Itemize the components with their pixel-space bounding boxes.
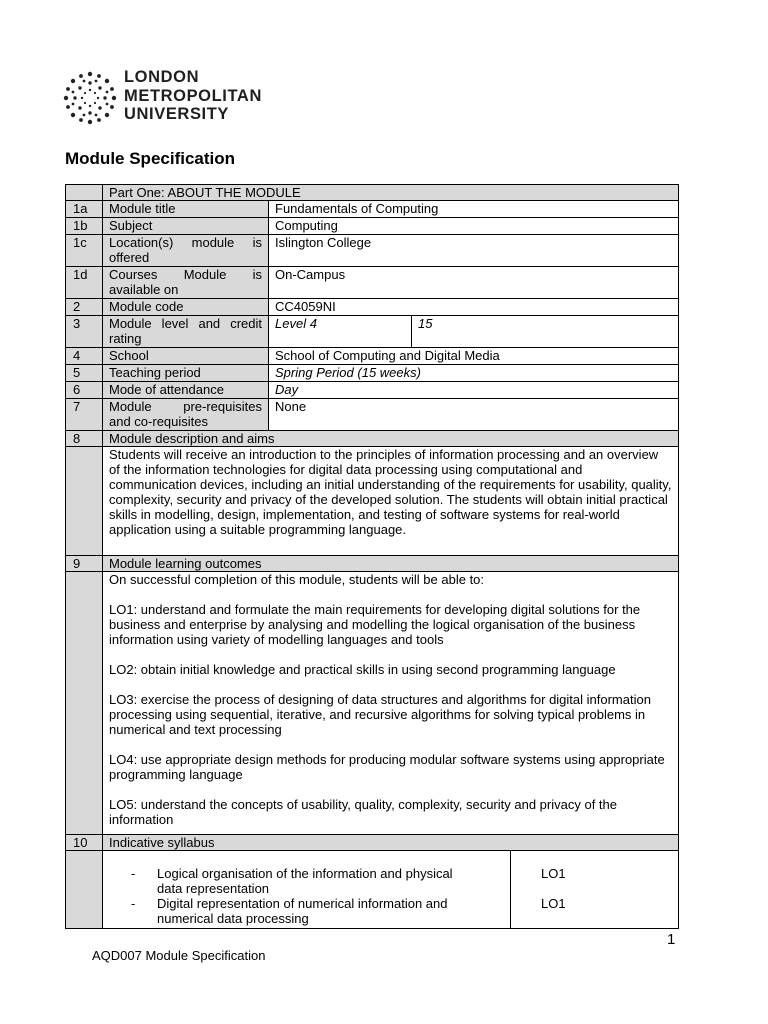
- row-label-line: Courses Module is: [109, 267, 262, 282]
- row-label: Subject: [103, 218, 269, 235]
- logo-line: METROPOLITAN: [124, 86, 262, 105]
- location-value: Islington College: [269, 235, 679, 267]
- page-number: 1: [667, 931, 676, 948]
- row-number-spacer: [66, 851, 103, 929]
- row-label-line: Module pre-requisites: [109, 399, 262, 414]
- row-number: 4: [66, 348, 103, 365]
- university-logo: [62, 68, 284, 128]
- row-label: Teaching period: [103, 365, 269, 382]
- row-number: 3: [66, 316, 103, 348]
- row-number: 6: [66, 382, 103, 399]
- logo-line: LONDON: [124, 68, 200, 86]
- logo-emblem-icon: [62, 70, 118, 126]
- attendance-value: Day: [269, 382, 679, 399]
- syllabus-list: [131, 866, 504, 926]
- outcome-item: LO2: obtain initial knowledge and practical skills in using second programming language: [109, 662, 616, 677]
- row-number: 8: [66, 431, 103, 447]
- row-label: Module title: [103, 201, 269, 218]
- outcome-item: LO1: understand and formulate the main requirements for developing digital solutions for the business and enterprise by analysing and modelling the logical organisation of the business information using variety of modelling languages and tools: [109, 602, 641, 647]
- row-label-line: rating: [109, 331, 142, 346]
- logo-line: UNIVERSITY: [124, 105, 230, 123]
- learning-outcomes: [103, 572, 679, 835]
- row-number: 1a: [66, 201, 103, 218]
- part-header: Part One: ABOUT THE MODULE: [103, 185, 679, 201]
- row-label: [103, 267, 269, 299]
- row-label: [103, 399, 269, 431]
- prerequisites-value: None: [269, 399, 679, 431]
- school-value: School of Computing and Digital Media: [269, 348, 679, 365]
- module-title-value: Fundamentals of Computing: [269, 201, 679, 218]
- syllabus-item-line: numerical data processing: [157, 911, 309, 926]
- row-number-spacer: [66, 447, 103, 556]
- outcomes-intro: On successful completion of this module, students will be able to:: [109, 572, 485, 587]
- syllabus-item: [157, 866, 504, 896]
- courses-value: On-Campus: [269, 267, 679, 299]
- footer-doc-code: AQD007 Module Specification: [92, 948, 266, 963]
- row-number-spacer: [66, 572, 103, 835]
- row-number: 9: [66, 556, 103, 572]
- row-label-line: Location(s) module is: [109, 235, 262, 250]
- syllabus-lo-column: [511, 851, 679, 929]
- row-number: 2: [66, 299, 103, 316]
- row-label-line: offered: [109, 250, 150, 265]
- row-number: 1c: [66, 235, 103, 267]
- section-label: Module learning outcomes: [103, 556, 679, 572]
- module-code-value: CC4059NI: [269, 299, 679, 316]
- outcome-item: LO5: understand the concepts of usability, quality, complexity, security and privacy of the information: [109, 797, 617, 827]
- outcome-item: LO4: use appropriate design methods for producing modular software systems using appropriate programming language: [109, 752, 665, 782]
- syllabus-item-line: data representation: [157, 881, 270, 896]
- row-label-line: Module level and credit: [109, 316, 262, 331]
- syllabus-item: [157, 896, 504, 926]
- row-label-line: and co-requisites: [109, 414, 208, 429]
- page-title: Module Specification: [65, 149, 236, 168]
- syllabus-lo: LO1: [541, 866, 566, 881]
- syllabus-topics: [103, 851, 511, 929]
- row-number: 5: [66, 365, 103, 382]
- row-number: 10: [66, 835, 103, 851]
- row-label: [103, 316, 269, 348]
- row-label: School: [103, 348, 269, 365]
- outcome-item: LO3: exercise the process of designing of data structures and algorithms for digital information processing using sequential, iterative, and recursive algorithms for solving typical problems in numerical and text processing: [109, 692, 651, 737]
- syllabus-item-line: Digital representation of numerical information and: [157, 896, 448, 911]
- description-text: Students will receive an introduction to the principles of information processing and an overview of the information technologies for digital data processing using computational and communication devices, including an initial understanding of the requirements for usability, quality, complexity, security and privacy of the developed solution. The students will obtain initial practical skills in modelling, design, implementation, and testing of software systems for real-world application using a suitable programming language.: [103, 447, 679, 556]
- row-number: 1d: [66, 267, 103, 299]
- row-label: [103, 235, 269, 267]
- section-label: Module description and aims: [103, 431, 679, 447]
- teaching-period-value: Spring Period (15 weeks): [269, 365, 679, 382]
- bullet: -: [131, 896, 136, 911]
- syllabus-item-line: Logical organisation of the information and physical: [157, 866, 453, 881]
- row-label: Module code: [103, 299, 269, 316]
- subject-value: Computing: [269, 218, 679, 235]
- row-label-line: available on: [109, 282, 179, 297]
- level-value: Level 4: [269, 316, 412, 348]
- section-label: Indicative syllabus: [103, 835, 679, 851]
- bullet: -: [131, 866, 136, 881]
- syllabus-lo: LO1: [541, 896, 566, 911]
- row-label: Mode of attendance: [103, 382, 269, 399]
- logo-wordmark: [124, 68, 262, 124]
- module-spec-table: [65, 184, 679, 929]
- credit-value: 15: [412, 316, 679, 348]
- header-num-cell: [66, 185, 103, 201]
- row-number: 7: [66, 399, 103, 431]
- row-number: 1b: [66, 218, 103, 235]
